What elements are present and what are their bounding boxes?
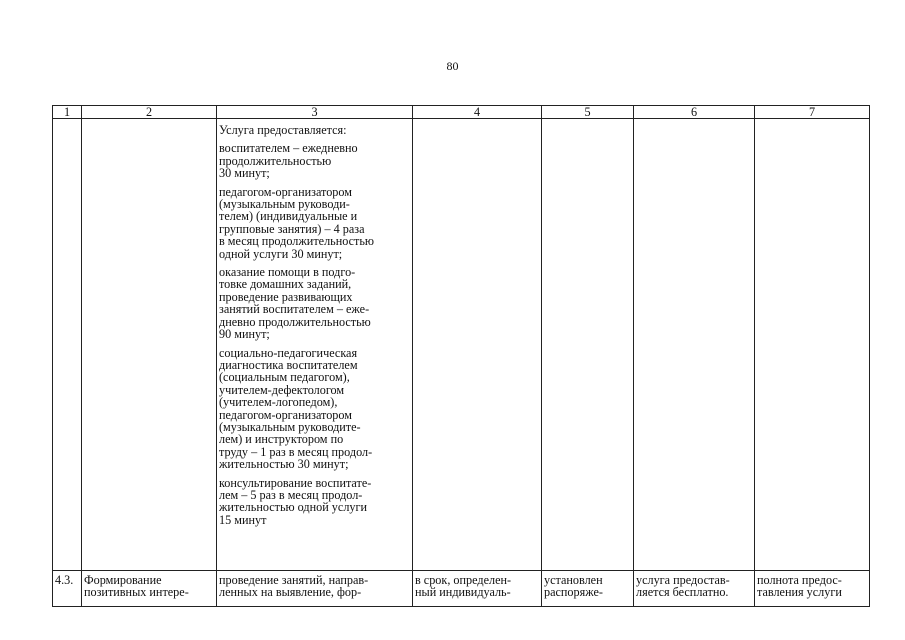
table-cell: [82, 119, 217, 571]
header-cell: 6: [634, 106, 755, 119]
header-cell: 2: [82, 106, 217, 119]
paragraph: воспитателем – ежедневно продолжительностью 30 минут;: [219, 141, 358, 181]
table-cell: в срок, определен- ный индивидуаль-: [413, 571, 542, 607]
table-cell: [755, 119, 870, 571]
table-cell: услуга предостав- ляется бесплатно.: [634, 571, 755, 607]
table-cell: Формирование позитивных интере-: [82, 571, 217, 607]
table-cell: проведение занятий, направ- ленных на выявление, фор-: [217, 571, 413, 607]
paragraph: педагогом-организатором (музыкальным руководи- телем) (индивидуальные и групповые занятия) – 4 раза в месяц продолжительностью одной услуги 30 минут;: [219, 184, 375, 261]
table-cell: [53, 119, 82, 571]
paragraph: оказание помощи в подго- товке домашних заданий, проведение развивающих занятий воспитателем – еже- дневно продолжительностью 90 минут;: [219, 265, 371, 342]
table-row: [53, 571, 870, 607]
page-number: 80: [446, 59, 459, 73]
header-cell: 7: [755, 106, 870, 119]
header-cell: 5: [542, 106, 634, 119]
services-table: [52, 105, 870, 607]
header-cell: 4: [413, 106, 542, 119]
row-number-cell: 4.3.: [53, 571, 82, 607]
paragraph: Услуга предоставляется:: [219, 123, 347, 137]
table-cell: [542, 119, 634, 571]
table-cell: установлен распоряже-: [542, 571, 634, 607]
table-cell: полнота предос- тавления услуги: [755, 571, 870, 607]
header-row: [53, 106, 870, 119]
header-cell: 1: [53, 106, 82, 119]
table-cell: [634, 119, 755, 571]
service-description-cell: [217, 119, 413, 571]
paragraph: социально-педагогическая диагностика воспитателем (социальным педагогом), учителем-дефектологом (учителем-логопедом), педагогом-организатором (музыкальным руководите- лем) и инструктором по труду – 1 раз в месяц продол- жительностью 30 минут;: [219, 345, 373, 472]
header-cell: 3: [217, 106, 413, 119]
table-row: [53, 119, 870, 571]
table-cell: [413, 119, 542, 571]
paragraph: консультирование воспитате- лем – 5 раз в месяц продол- жительностью одной услуги 15 минут: [219, 475, 372, 527]
